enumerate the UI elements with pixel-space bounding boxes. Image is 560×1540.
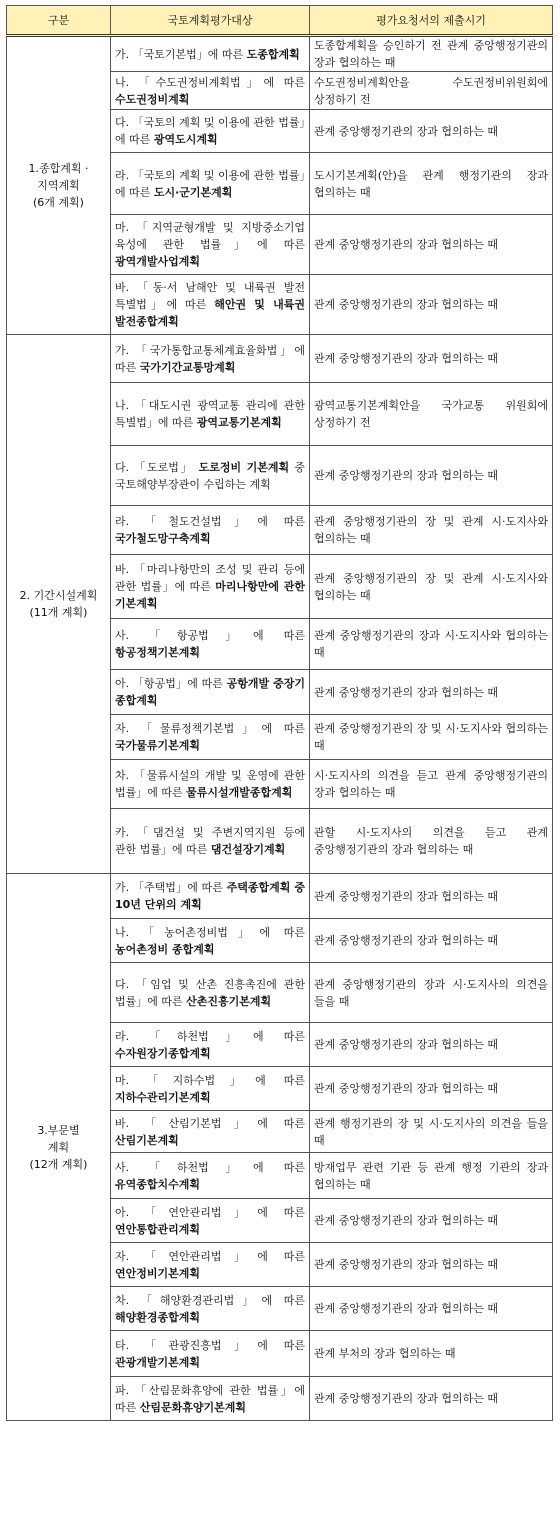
header-timing: 평가요청서의 제출시기	[310, 6, 553, 36]
plan-target-cell	[111, 963, 310, 1023]
plan-target-cell	[111, 874, 310, 919]
plan-name: 공항개발 중장기 종합계획	[115, 677, 306, 707]
plan-target-cell	[111, 1199, 310, 1243]
plan-name: 항공정책기본계획	[115, 646, 201, 659]
plan-name: 농어촌정비 종합계획	[115, 942, 215, 956]
plan-name: 댐건설장기계획	[210, 843, 286, 856]
submission-timing-cell: 관계 중앙행정기관의 장 및 관계 시·도지사와 협의하는 때	[310, 506, 553, 555]
plan-law-text: 라. 「국토의 계획 및 이용에 관한 법률」에 따른	[115, 168, 305, 199]
submission-timing-cell: 관계 중앙행정기관의 장과 협의하는 때	[310, 335, 553, 383]
submission-timing-cell: 관계 중앙행정기관의 장과 시·도지사의 의견을 들을 때	[310, 963, 553, 1023]
plan-target-cell	[111, 36, 310, 72]
plan-law-text: 마. 「지하수법」에 따른	[115, 1073, 305, 1087]
plan-name: 도종합계획	[246, 47, 300, 61]
plan-law-text: 차. 「물류시설의 개발 및 운영에 관한 법률」에 따른	[115, 769, 305, 799]
plan-law-text: 파. 「산림문화휴양에 관한 법률」에 따른	[115, 1383, 305, 1414]
plan-name: 광역도시계획	[153, 133, 218, 146]
plan-law-text: 아. 「항공법」에 따른	[115, 677, 223, 690]
plan-law-text: 타. 「관광진흥법」에 따른	[115, 1338, 305, 1352]
submission-timing-cell: 관계 중앙행정기관의 장과 협의하는 때	[310, 1067, 553, 1111]
submission-timing-cell: 관할 시·도지사의 의견을 듣고 관계 중앙행정기관의 장과 협의하는 때	[310, 809, 553, 874]
plan-law-text: 라. 「철도건설법」에 따른	[115, 515, 305, 528]
plan-name: 지하수관리기본계획	[115, 1090, 211, 1104]
submission-timing-cell: 방재업무 관련 기관 등 관계 행정 기관의 장과 협의하는 때	[310, 1153, 553, 1199]
plan-law-text: 마. 「지역균형개발 및 지방중소기업 육성에 관한 법률」에 따른	[115, 221, 305, 251]
plan-target-cell	[111, 760, 310, 809]
submission-timing-cell: 수도권정비계획안을 수도권정비위원회에 상정하기 전	[310, 72, 553, 110]
submission-timing-cell: 관계 중앙행정기관의 장과 협의하는 때	[310, 1377, 553, 1421]
plan-name: 해안권 및 내륙권 발전종합계획	[115, 298, 306, 328]
plan-name: 광역개발사업계획	[115, 255, 201, 268]
submission-timing-cell: 관계 중앙행정기관의 장 및 관계 시·도지사와 협의하는 때	[310, 555, 553, 619]
plan-law-text: 사. 「하천법」에 따른	[115, 1160, 305, 1174]
plan-target-cell	[111, 715, 310, 760]
plan-target-cell	[111, 1243, 310, 1287]
plan-law-text: 아. 「연안관리법」에 따른	[115, 1205, 305, 1219]
plan-target-cell	[111, 110, 310, 153]
plan-target-cell	[111, 506, 310, 555]
submission-timing-cell: 관계 행정기관의 장 및 시·도지사의 의견을 들을 때	[310, 1111, 553, 1153]
plan-target-cell	[111, 1287, 310, 1331]
plan-name: 도로정비 기본계획	[198, 460, 290, 474]
plan-target-cell	[111, 335, 310, 383]
submission-timing-cell: 시·도지사의 의견을 듣고 관계 중앙행정기관의 장과 협의하는 때	[310, 760, 553, 809]
plan-name: 국가철도망구축계획	[115, 532, 211, 545]
plan-law-suffix: 중 국토해양부장관이 수립하는 계획	[115, 460, 306, 491]
plan-name: 수자원장기종합계획	[115, 1046, 211, 1060]
plan-target-cell	[111, 1067, 310, 1111]
plan-target-cell	[111, 919, 310, 963]
table-row	[7, 36, 553, 72]
submission-timing-cell: 관계 중앙행정기관의 장과 협의하는 때	[310, 874, 553, 919]
category-cell	[7, 335, 111, 874]
table-row	[7, 335, 553, 383]
submission-timing-cell: 관계 중앙행정기관의 장과 협의하는 때	[310, 1199, 553, 1243]
plan-target-cell	[111, 153, 310, 215]
plan-law-text: 가. 「주택법」에 따른	[115, 881, 223, 894]
plan-law-text: 다. 「도로법」	[115, 460, 194, 474]
header-category: 구분	[7, 6, 111, 36]
table-header-row	[7, 6, 553, 36]
plan-target-cell	[111, 619, 310, 670]
table-row	[7, 874, 553, 919]
plan-name: 산림기본계획	[115, 1133, 179, 1147]
plan-evaluation-table	[6, 5, 553, 1421]
plan-law-text: 바. 「동·서 남해안 및 내륙권 발전 특별법」에 따른	[115, 281, 305, 311]
plan-law-text: 자. 「물류정책기본법」에 따른	[115, 722, 305, 735]
plan-target-cell	[111, 1153, 310, 1199]
category-label-line: 2. 기간시설계획	[19, 589, 98, 602]
plan-name: 마리나항만에 관한 기본계획	[115, 580, 306, 610]
plan-name: 산촌진흥기본계획	[186, 994, 272, 1008]
plan-law-text: 자. 「연안관리법」에 따른	[115, 1249, 305, 1263]
plan-name: 광역교통기본계획	[196, 416, 282, 429]
plan-name: 연안통합관리계획	[115, 1222, 201, 1236]
category-label-line: 1.종합계획 ·	[28, 162, 89, 175]
category-label-line: (11개 계획)	[29, 606, 88, 619]
plan-target-cell	[111, 1377, 310, 1421]
header-target: 국토계획평가대상	[111, 6, 310, 36]
submission-timing-cell: 광역교통기본계획안을 국가교통 위원회에 상정하기 전	[310, 383, 553, 446]
plan-name: 수도권정비계획	[115, 92, 190, 106]
plan-target-cell	[111, 1023, 310, 1067]
plan-name: 연안정비기본계획	[115, 1266, 201, 1280]
plan-target-cell	[111, 383, 310, 446]
plan-name: 관광개발기본계획	[115, 1355, 201, 1369]
category-label-line: 지역계획	[37, 179, 80, 192]
plan-target-cell	[111, 1111, 310, 1153]
submission-timing-cell: 도종합계획을 승인하기 전 관계 중앙행정기관의 장과 협의하는 때	[310, 36, 553, 72]
submission-timing-cell: 관계 부처의 장과 협의하는 때	[310, 1331, 553, 1377]
plan-name: 해양환경종합계획	[115, 1310, 201, 1324]
submission-timing-cell: 관계 중앙행정기관의 장과 협의하는 때	[310, 1023, 553, 1067]
plan-law-text: 차. 「해양환경관리법」에 따른	[115, 1293, 305, 1307]
submission-timing-cell: 도시기본계획(안)을 관계 행정기관의 장과 협의하는 때	[310, 153, 553, 215]
submission-timing-cell: 관계 중앙행정기관의 장과 협의하는 때	[310, 1243, 553, 1287]
plan-law-text: 바. 「마리나항만의 조성 및 관리 등에 관한 법률」에 따른	[115, 563, 305, 593]
submission-timing-cell: 관계 중앙행정기관의 장과 협의하는 때	[310, 1287, 553, 1331]
plan-target-cell	[111, 1331, 310, 1377]
submission-timing-cell: 관계 중앙행정기관의 장과 협의하는 때	[310, 275, 553, 335]
submission-timing-cell: 관계 중앙행정기관의 장과 협의하는 때	[310, 446, 553, 506]
submission-timing-cell: 관계 중앙행정기관의 장과 협의하는 때	[310, 215, 553, 275]
plan-target-cell	[111, 555, 310, 619]
plan-law-text: 카. 「댐건설 및 주변지역지원 등에 관한 법률」에 따른	[115, 826, 305, 856]
plan-name: 산림문화휴양기본계획	[139, 1400, 247, 1414]
plan-law-text: 가. 「국가통합교통체계효율화법」에 따른	[115, 343, 305, 374]
plan-law-text: 나. 「농어촌정비법」에 따른	[115, 925, 305, 939]
plan-law-text: 다. 「국토의 계획 및 이용에 관한 법률」에 따른	[115, 116, 305, 146]
category-label-line: 3.부문별	[37, 1123, 80, 1137]
table-body	[7, 36, 553, 1421]
submission-timing-cell: 관계 중앙행정기관의 장과 협의하는 때	[310, 110, 553, 153]
plan-target-cell	[111, 215, 310, 275]
plan-name: 유역종합치수계획	[115, 1177, 201, 1191]
submission-timing-cell: 관계 중앙행정기관의 장과 협의하는 때	[310, 919, 553, 963]
plan-name: 주택종합계획 중 10년 단위의 계획	[115, 881, 306, 911]
category-label-line: 계획	[47, 1140, 70, 1154]
plan-name: 도시·군기본계획	[153, 185, 233, 199]
plan-target-cell	[111, 809, 310, 874]
plan-name: 국가기간교통망계획	[139, 360, 236, 374]
plan-law-text: 나. 「대도시권 광역교통 관리에 관한 특별법」에 따른	[115, 399, 305, 429]
plan-target-cell	[111, 72, 310, 110]
submission-timing-cell: 관계 중앙행정기관의 장 및 시·도지사와 협의하는 때	[310, 715, 553, 760]
plan-law-text: 나. 「수도권정비계획법」에 따른	[115, 75, 305, 89]
category-cell	[7, 36, 111, 335]
category-label-line: (6개 계획)	[33, 196, 84, 209]
plan-name: 국가물류기본계획	[115, 739, 201, 752]
plan-target-cell	[111, 446, 310, 506]
plan-target-cell	[111, 275, 310, 335]
category-label-line: (12개 계획)	[29, 1157, 88, 1171]
plan-law-text: 가. 「국토기본법」에 따른	[115, 47, 244, 61]
submission-timing-cell: 관계 중앙행정기관의 장과 시·도지사와 협의하는 때	[310, 619, 553, 670]
plan-law-text: 바. 「산림기본법」에 따른	[115, 1116, 305, 1130]
plan-target-cell	[111, 670, 310, 715]
plan-name: 물류시설개발종합계획	[186, 786, 293, 799]
plan-law-text: 라. 「하천법」에 따른	[115, 1029, 305, 1043]
submission-timing-cell: 관계 중앙행정기관의 장과 협의하는 때	[310, 670, 553, 715]
plan-law-text: 사. 「항공법」에 따른	[115, 629, 305, 642]
plan-law-text: 다. 「임업 및 산촌 진흥촉진에 관한 법률」에 따른	[115, 977, 305, 1008]
category-cell	[7, 874, 111, 1421]
